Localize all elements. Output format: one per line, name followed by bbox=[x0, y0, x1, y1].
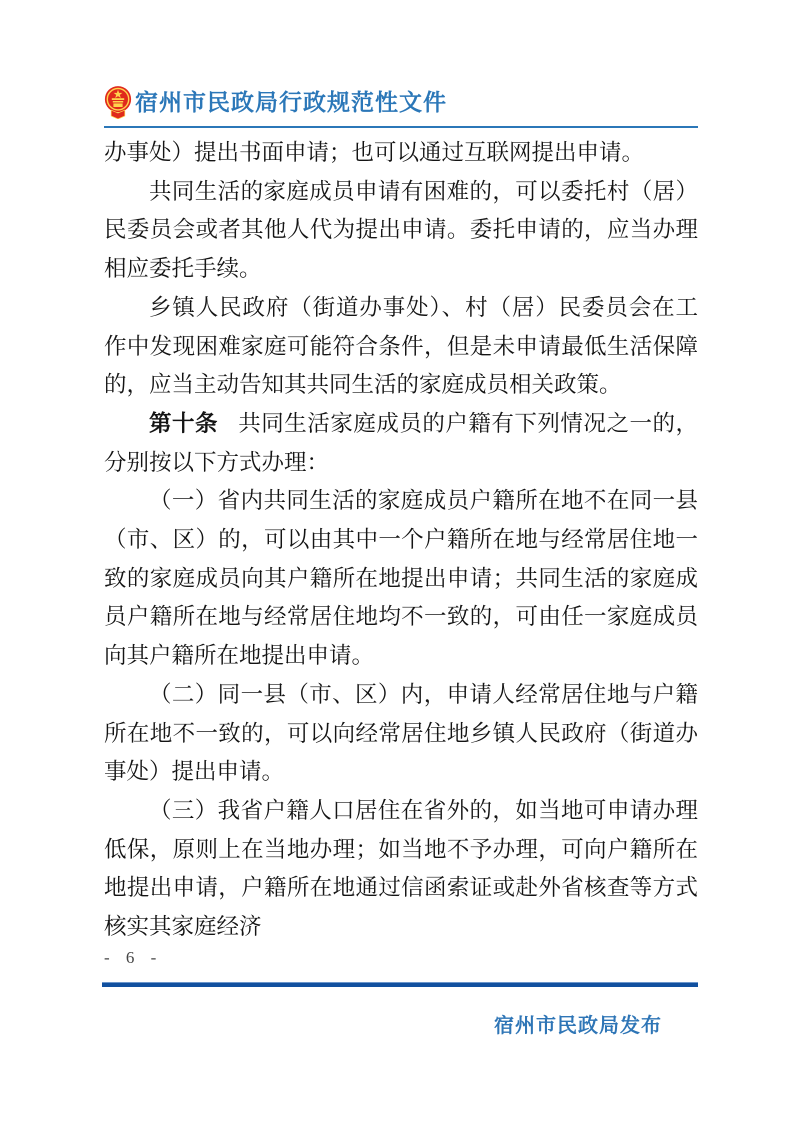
paragraph-item-1: （一）省内共同生活的家庭成员户籍所在地不在同一县（市、区）的，可以由其中一个户籍所在地与经常居住地一致的家庭成员向其户籍所在地提出申请；共同生活的家庭成员户籍所在地与经常居住地均不一致的，可由任一家庭成员向其户籍所在地提出申请。 bbox=[104, 488, 698, 669]
paragraph-item-3: （三）我省户籍人口居住在省外的，如当地可申请办理低保，原则上在当地办理；如当地不予办理，可向户籍所在地提出申请，户籍所在地通过信函索证或赴外省核查等方式核实其家庭经济 bbox=[104, 797, 698, 940]
paragraph-continuation: 办事处）提出书面申请；也可以通过互联网提出申请。 bbox=[104, 140, 645, 165]
document-header bbox=[104, 85, 698, 128]
header-divider bbox=[104, 126, 698, 128]
paragraph: 共同生活的家庭成员申请有困难的，可以委托村（居）民委员会或者其他人代为提出申请。委托申请的，应当办理相应委托手续。 bbox=[104, 178, 698, 282]
header-row bbox=[104, 85, 698, 119]
document-title: 宿州市民政局行政规范性文件 bbox=[135, 89, 447, 115]
publisher-label: 宿州市民政局发布 bbox=[494, 1015, 662, 1037]
paragraph: 乡镇人民政府（街道办事处）、村（居）民委员会在工作中发现困难家庭可能符合条件，但是未申请最低生活保障的，应当主动告知其共同生活的家庭成员相关政策。 bbox=[104, 294, 698, 398]
article-10-paragraph bbox=[104, 405, 698, 482]
national-emblem-icon bbox=[104, 85, 132, 119]
page-number: - 6 - bbox=[104, 948, 163, 967]
article-text: 共同生活家庭成员的户籍有下列情况之一的，分别按以下方式办理： bbox=[104, 410, 698, 475]
paragraph-item-2: （二）同一县（市、区）内，申请人经常居住地与户籍所在地不一致的，可以向经常居住地乡镇人民政府（街道办事处）提出申请。 bbox=[104, 681, 698, 785]
document-body bbox=[104, 134, 698, 947]
article-number: 第十条 bbox=[149, 410, 219, 436]
footer-divider bbox=[102, 982, 698, 987]
